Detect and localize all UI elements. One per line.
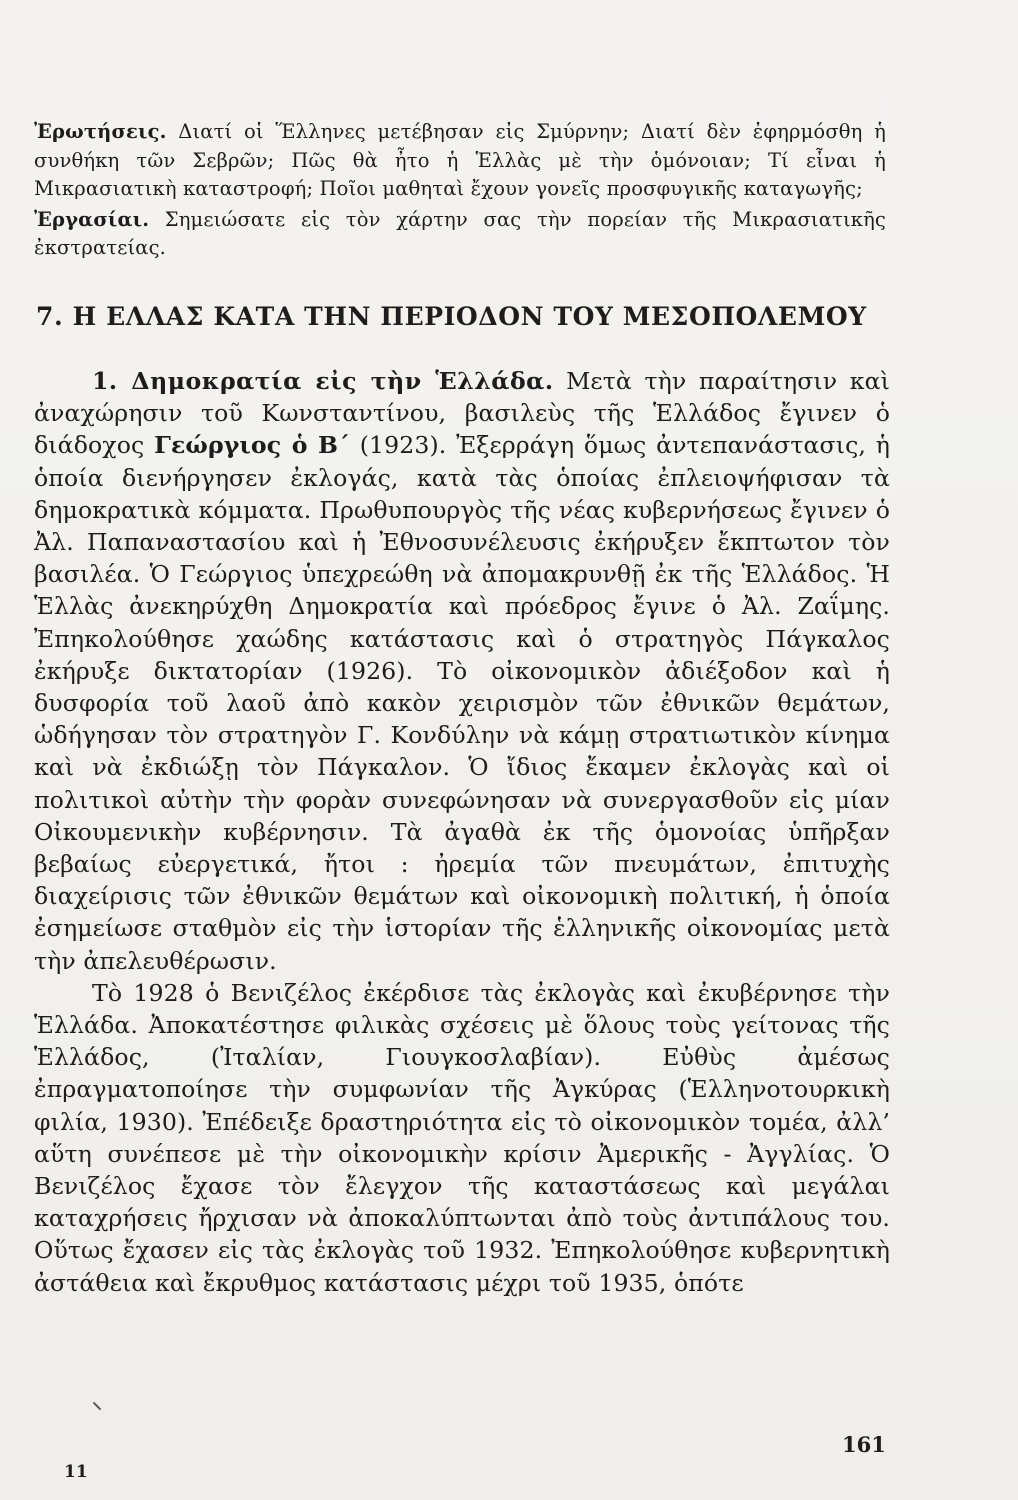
paragraph-venizelos: Τὸ 1928 ὁ Βενιζέλος ἐκέρδισε τὰς ἐκλογὰς καὶ ἐκυβέρνησε τὴν Ἑλλάδα. Ἀποκατέστησε φιλικὰς σχέσεις μὲ ὅλους τοὺς γείτονας τῆς Ἑλλάδος, (Ἰταλίαν, Γιουγκοσλαβίαν). Εὐθὺς ἀμέσως ἐπραγματοποίησε τὴν συμφωνίαν τῆς Ἀγκύρας (Ἑλληνοτουρκικὴ φιλία, 1930). Ἐπέδειξε δραστηριότητα εἰς τὸ οἰκονομικὸν τομέα, ἀλλ’ αὕτη συνέπεσε μὲ τὴν οἰκονομικὴν κρίσιν Ἀμερικῆς - Ἀγγλίας. Ὁ Βενιζέλος ἔχασε τὸν ἔλεγχον τῆς καταστάσεως καὶ μεγάλαι καταχρήσεις ἤρχισαν νὰ ἀποκαλύπτωνται ἀπὸ τοὺς ἀντιπάλους του. Οὕτως ἔχασεν εἰς τὰς ἐκλογὰς τοῦ 1932. Ἐπηκολούθησε κυβερνητικὴ ἀστάθεια καὶ ἔκρυθμος κατάστασις μέχρι τοῦ 1935, ὁπότε: [34, 978, 890, 1297]
page-number: 161: [842, 1432, 886, 1457]
exercise-block: [34, 118, 886, 263]
tasks-text: Σημειώσατε εἰς τὸν χάρτην σας τὴν πορείαν τῆς Μικρασιατικῆς ἐκστρατείας.: [34, 207, 886, 259]
pencil-mark: [93, 1402, 101, 1410]
questions-text: Διατί οἱ Ἕλληνες μετέβησαν εἰς Σμύρνην; Διατί δὲν ἐφηρμόσθη ἡ συνθήκη τῶν Σεβρῶν; Πῶς θὰ ἦτο ἡ Ἑλλὰς μὲ τὴν ὁμόνοιαν; Τί εἶναι ἡ Μικρασιατικὴ καταστροφή; Ποῖοι μαθηταὶ ἔχουν γονεῖς προσφυγικῆς καταγωγῆς;: [34, 120, 886, 200]
king-name: Γεώργιος ὁ Β΄: [154, 431, 350, 460]
questions-label: Ἐρωτήσεις.: [34, 120, 167, 143]
paragraph-democracy: [34, 365, 890, 977]
body-text: [34, 365, 890, 1299]
paragraph-democracy-text-b: (1923). Ἐξερράγη ὅμως ἀντεπανάστασις, ἡ ὁποία διενήργησεν ἐκλογάς, κατὰ τὰς ὁποίας ἐπλειοψήφισαν τὰ δημοκρατικὰ κόμματα. Πρωθυπουργὸς τῆς νέας κυβερνήσεως ἔγινεν ὁ Ἀλ. Παπαναστασίου καὶ ἡ Ἐθνοσυνέλευσις ἐκήρυξεν ἔκπτωτον τὸν βασιλέα. Ὁ Γεώργιος ὑπεχρεώθη νὰ ἀπομακρυνθῇ ἐκ τῆς Ἑλλάδος. Ἡ Ἑλλὰς ἀνεκηρύχθη Δημοκρατία καὶ πρόεδρος ἔγινε ὁ Ἀλ. Ζαΐμης. Ἐπηκολούθησε χαώδης κατάστασις καὶ ὁ στρατηγὸς Πάγκαλος ἐκήρυξε δικτατορίαν (1926). Τὸ οἰκονομικὸν ἀδιέξοδον καὶ ἡ δυσφορία τοῦ λαοῦ ἀπὸ κακὸν χειρισμὸν τῶν ἐθνικῶν θεμάτων, ὡδήγησαν τὸν στρατηγὸν Γ. Κονδύλην νὰ κάμῃ στρατιωτικὸν κίνημα καὶ νὰ ἐκδιώξῃ τὸν Πάγκαλον. Ὁ ἴδιος ἔκαμεν ἐκλογὰς καὶ οἱ πολιτικοὶ αὐτὴν τὴν φορὰν συνεφώνησαν νὰ συνεργασθοῦν εἰς μίαν Οἰκουμενικὴν κυβέρνησιν. Τὰ ἀγαθὰ ἐκ τῆς ὁμονοίας ὑπῆρξαν βεβαίως εὐεργετικά, ἤτοι : ἠρεμία τῶν πνευμάτων, ἐπιτυχὴς διαχείρισις τῶν ἐθνικῶν θεμάτων καὶ οἰκονομικὴ πολιτική, ἡ ὁποία ἐσημείωσε σταθμὸν εἰς τὴν ἱστορίαν τῆς ἑλληνικῆς οἰκονομίας μετὰ τὴν ἀπελευθέρωσιν.: [34, 431, 890, 975]
questions-paragraph: [34, 118, 886, 204]
signature-mark: 11: [64, 1462, 88, 1482]
paragraph-democracy-text-a: Μετὰ τὴν παραίτησιν καὶ ἀναχώρησιν τοῦ Κωνσταντίνου, βασιλεὺς τῆς Ἑλλάδος ἔγινεν ὁ διάδοχος: [34, 367, 890, 460]
tasks-label: Ἐργασίαι.: [34, 207, 150, 231]
subsection-heading: 1. Δημοκρατία εἰς τὴν Ἑλλάδα.: [92, 367, 554, 395]
section-heading: 7. Η ΕΛΛΑΣ ΚΑΤΑ ΤΗΝ ΠΕΡΙΟΔΟΝ ΤΟΥ ΜΕΣΟΠΟΛΕΜΟΥ: [36, 302, 867, 331]
tasks-paragraph: [34, 206, 886, 263]
